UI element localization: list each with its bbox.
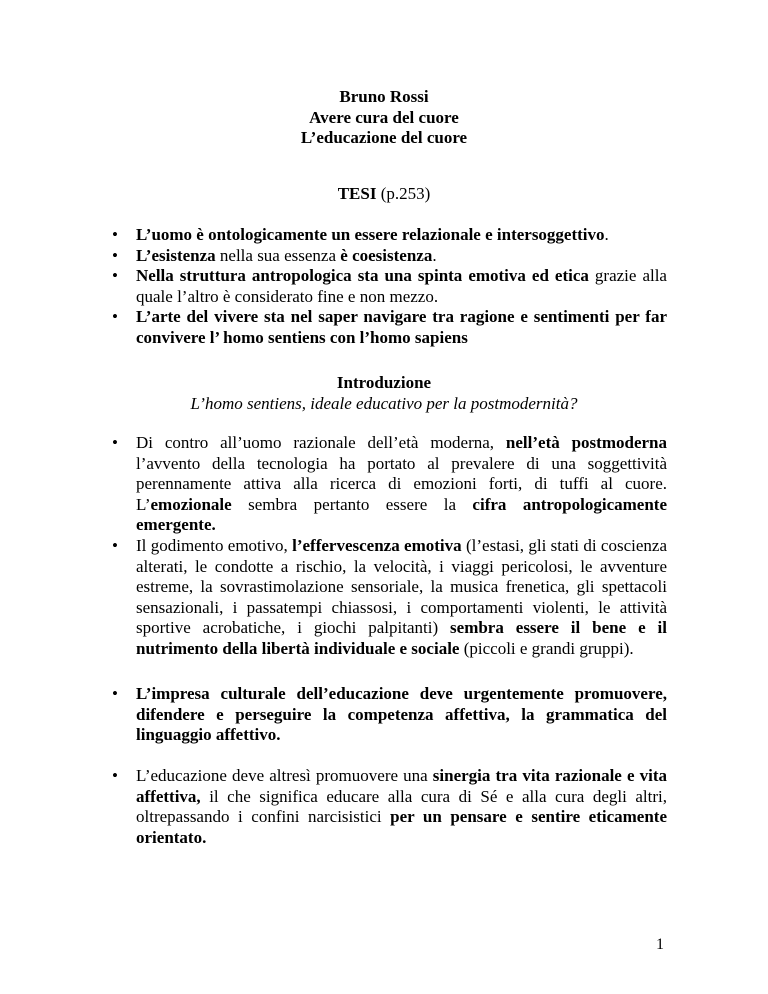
intro-section-heading	[0, 373, 768, 414]
tesi-item: • Nella struttura antropologica sta una spinta emotiva ed etica grazie alla quale l’altro è considerato fine e non mezzo.	[112, 266, 667, 307]
tesi-item: • L’uomo è ontologicamente un essere relazionale e intersoggettivo.	[112, 225, 667, 246]
page-number: 1	[656, 936, 664, 953]
intro-subheading: L’homo sentiens, ideale educativo per la postmodernità?	[190, 393, 578, 413]
tesi-list	[112, 225, 667, 348]
paragraph-list	[112, 433, 667, 536]
tesi-item: • L’esistenza nella sua essenza è coesistenza.	[112, 246, 667, 267]
document-header	[0, 87, 768, 149]
document-subtitle: L’educazione del cuore	[300, 128, 468, 147]
paragraph-list	[112, 684, 667, 746]
paragraph-item: • Il godimento emotivo, l’effervescenza emotiva (l’estasi, gli stati di coscienza alterati, le condotte a rischio, la velocità, i viaggi pericolosi, le avventure estreme, la sovrastimolazione sensoriale, la musica frenetica, gli spettacoli sensazionali, i passatempi chiassosi, i comportamenti violenti, le attività sportive acrobatiche, i giochi palpitanti) sembra essere il bene e il nutrimento della libertà individuale e sociale (piccoli e grandi gruppi).	[112, 536, 667, 659]
paragraph-list	[112, 536, 667, 659]
paragraph-item: • L’impresa culturale dell’educazione deve urgentemente promuovere, difendere e perseguire la competenza affettiva, la grammatica del linguaggio affettivo.	[112, 684, 667, 746]
author-name: Bruno Rossi	[339, 87, 429, 106]
tesi-page-ref: (p.253)	[376, 184, 431, 203]
tesi-label: TESI	[337, 184, 377, 203]
intro-heading: Introduzione	[336, 373, 432, 392]
paragraph-list	[112, 766, 667, 848]
tesi-item: • L’arte del vivere sta nel saper navigare tra ragione e sentimenti per far convivere l’ homo sentiens con l’homo sapiens	[112, 307, 667, 348]
paragraph-item: • L’educazione deve altresì promuovere una sinergia tra vita razionale e vita affettiva, il che significa educare alla cura di Sé e alla cura degli altri, oltrepassando i confini narcisistici per un pensare e sentire eticamente orientato.	[112, 766, 667, 848]
paragraph-item: • Di contro all’uomo razionale dell’età moderna, nell’età postmoderna l’avvento della tecnologia ha portato al prevalere di una soggettività perennamente attiva alla ricerca di emozioni forti, di tuffi al cuore. L’emozionale sembra pertanto essere la cifra antropologicamente emergente.	[112, 433, 667, 536]
document-title: Avere cura del cuore	[309, 107, 459, 127]
tesi-heading	[0, 184, 768, 205]
